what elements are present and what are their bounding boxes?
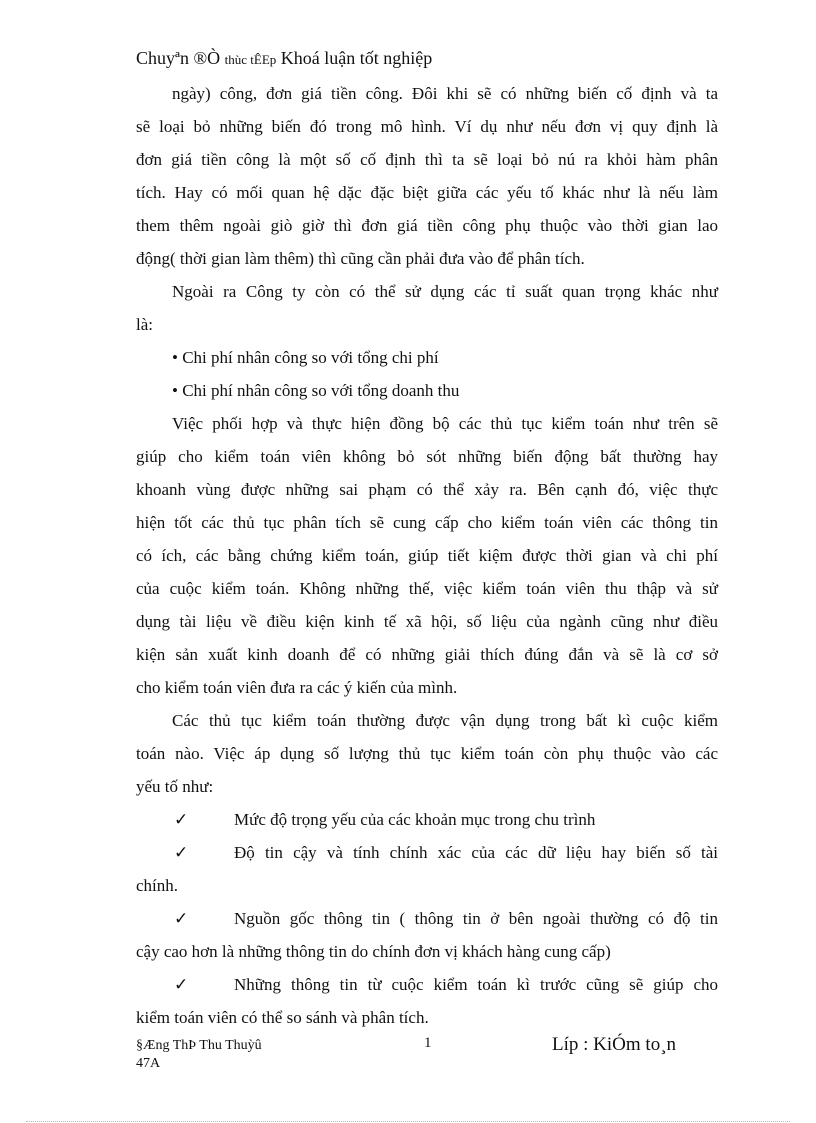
text-line: dụng tài liệu về điều kiện kinh tế xã hội, số liệu của ngành cũng như điều: [136, 612, 718, 631]
bullet-text: Chi phí nhân công so với tổng doanh thu: [182, 381, 460, 400]
text-line: them thêm ngoài giò giờ thì đơn giá tiền công phụ thuộc vào thời gian lao: [136, 216, 718, 235]
text-line: sẽ loại bỏ những biến đó trong mô hình. Ví dụ như nếu đơn vị quy định là: [136, 117, 718, 136]
text-line: đơn giá tiền công là một số cố định thì ta sẽ loại bỏ nú ra khỏi hàm phân: [136, 150, 718, 169]
text-line: tích. Hay có mối quan hệ dặc đặc biệt giữa các yếu tố khác như là nếu làm: [136, 183, 718, 202]
check-text: Nguồn gốc thông tin ( thông tin ở bên ngoài thường có độ tin: [234, 909, 718, 928]
text-line: cho kiểm toán viên đưa ra các ý kiến của mình.: [136, 678, 458, 697]
paragraph: [136, 704, 718, 803]
checkmark-icon: ✓: [174, 843, 189, 862]
text-line: toán nào. Việc áp dụng số lượng thủ tục kiểm toán còn phụ thuộc vào các: [136, 744, 718, 763]
bullet-text: Chi phí nhân công so với tổng chi phí: [182, 348, 439, 367]
text-line: giúp cho kiểm toán viên không bỏ sót những biến động bất thường hay: [136, 447, 718, 466]
running-header: [136, 48, 432, 69]
header-title-part3: Khoá luận tốt nghiệp: [280, 48, 433, 68]
text-line: có ích, các bằng chứng kiểm toán, giúp tiết kiệm được thời gian và chi phí: [136, 546, 718, 565]
checkmark-icon: ✓: [174, 810, 189, 829]
check-item: [136, 836, 718, 869]
check-text: Độ tin cậy và tính chính xác của các dữ liệu hay biến số tài: [234, 843, 718, 862]
footer-class-label: Líp : KiÓm to¸n: [552, 1034, 677, 1055]
bullet-icon: •: [172, 348, 178, 367]
check-text-continuation: cậy cao hơn là những thông tin do chính đơn vị khách hàng cung cấp): [136, 942, 611, 961]
check-list: [136, 803, 718, 1034]
paragraph: [136, 77, 718, 275]
footer-author: [136, 1037, 262, 1073]
check-text-continuation: kiểm toán viên có thể so sánh và phân tích.: [136, 1008, 429, 1027]
check-item: [136, 968, 718, 1001]
paragraph: [136, 407, 718, 704]
footer-author-name: §Æng ThÞ Thu Thuỳû: [136, 1038, 262, 1053]
page-number: 1: [424, 1035, 432, 1051]
check-item: [136, 902, 718, 935]
footer-author-class: 47A: [136, 1056, 161, 1071]
text-line: kiện sản xuất kinh doanh để có những giải thích đúng đắn và sẽ là cơ sở: [136, 645, 718, 664]
page-bottom-divider: [26, 1121, 790, 1122]
text-line: Việc phối hợp và thực hiện đồng bộ các thủ tục kiểm toán như trên sẽ: [172, 414, 718, 433]
text-line: của cuộc kiểm toán. Không những thế, việc kiểm toán viên thu thập và sử: [136, 579, 718, 598]
check-text: Những thông tin từ cuộc kiểm toán kì trước cũng sẽ giúp cho: [234, 975, 718, 994]
checkmark-icon: ✓: [174, 975, 189, 994]
check-text: Mức độ trọng yếu của các khoản mục trong chu trình: [234, 810, 596, 829]
bullet-item: [136, 374, 718, 407]
text-line: Ngoài ra Công ty còn có thể sử dụng các tỉ suất quan trọng khác như: [172, 282, 718, 301]
text-line: hiện tốt các thủ tục phân tích sẽ cung cấp cho kiểm toán viên các thông tin: [136, 513, 718, 532]
header-title-part2: thùc tÊEp: [224, 52, 277, 67]
checkmark-icon: ✓: [174, 909, 189, 928]
text-line: ngày) công, đơn giá tiền công. Đôi khi sẽ có những biến cố định và ta: [172, 84, 718, 103]
check-item: [136, 803, 718, 836]
document-body: [136, 77, 718, 1034]
header-title-part1: Chuyªn ®Ò: [136, 48, 221, 68]
check-text-continuation: chính.: [136, 876, 179, 895]
text-line: là:: [136, 315, 153, 334]
bullet-item: [136, 341, 718, 374]
text-line: Các thủ tục kiểm toán thường được vận dụng trong bất kì cuộc kiểm: [172, 711, 718, 730]
text-line: yếu tố như:: [136, 777, 214, 796]
paragraph: [136, 275, 718, 341]
bullet-list: [136, 341, 718, 407]
text-line: động( thời gian làm thêm) thì cũng cần phải đưa vào để phân tích.: [136, 249, 585, 268]
bullet-icon: •: [172, 381, 178, 400]
text-line: khoanh vùng được những sai phạm có thể xảy ra. Bên cạnh đó, việc thực: [136, 480, 718, 499]
